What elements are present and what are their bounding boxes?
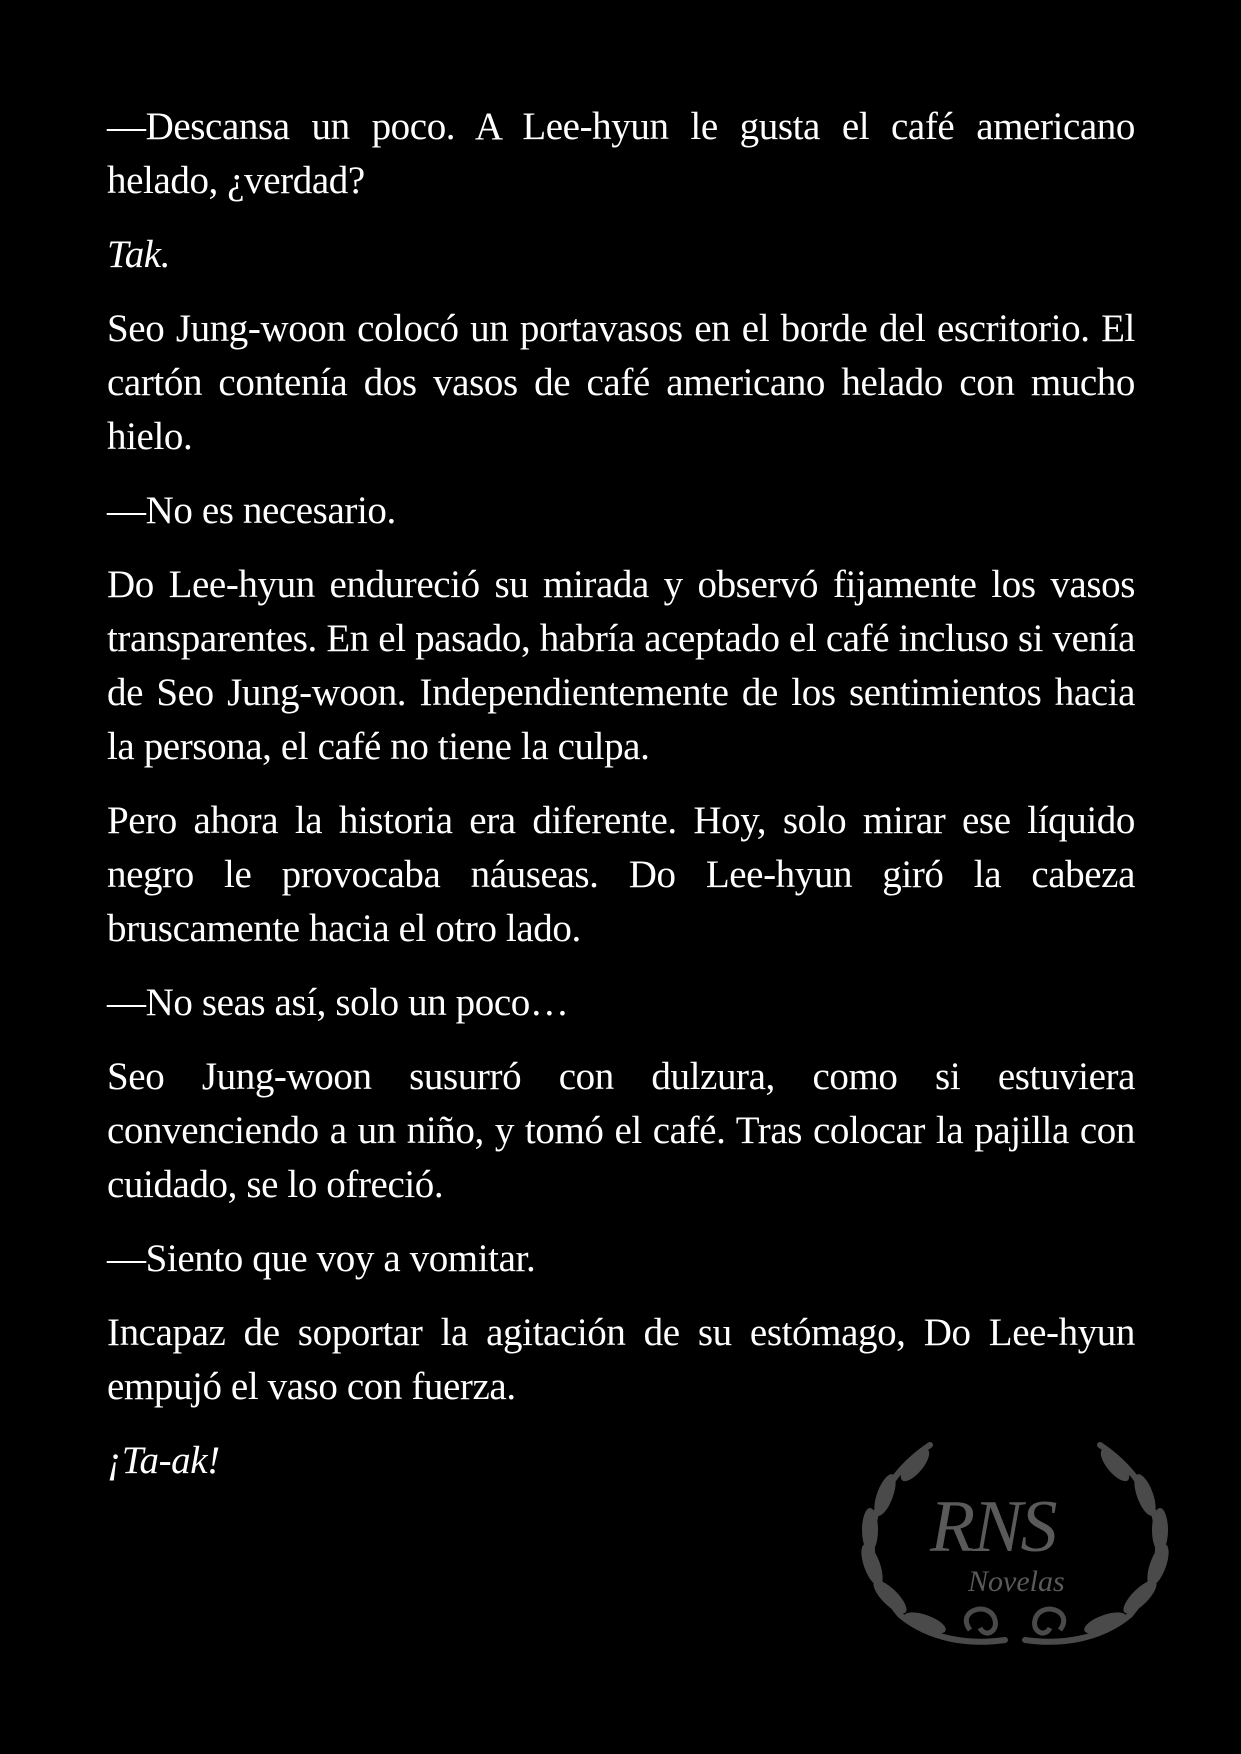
paragraph: Pero ahora la historia era diferente. Hoy, solo mirar ese líquido negro le provocaba náuseas. Do Lee-hyun giró la cabeza bruscamente hacia el otro lado.: [107, 799, 1135, 950]
watermark-title: RNS: [930, 1486, 1056, 1568]
paragraph-sound-effect: Tak.: [107, 233, 171, 276]
paragraph: Do Lee-hyun endureció su mirada y observó fijamente los vasos transparentes. En el pasado, habría aceptado el café incluso si venía de Seo Jung-woon. Independientemente de los sentimientos hacia la persona, el café no tiene la culpa.: [107, 563, 1135, 768]
paragraph: Seo Jung-woon susurró con dulzura, como si estuviera convenciendo a un niño, y tomó el café. Tras colocar la pajilla con cuidado, se lo ofreció.: [107, 1055, 1135, 1206]
paragraph-sound-effect: ¡Ta-ak!: [107, 1439, 220, 1482]
watermark-subtitle: Novelas: [968, 1565, 1065, 1598]
paragraph: Seo Jung-woon colocó un portavasos en el borde del escritorio. El cartón contenía dos vasos de café americano helado con mucho hielo.: [107, 307, 1135, 458]
rns-watermark-logo: [840, 1425, 1190, 1655]
paragraph-dialogue: —No seas así, solo un poco…: [107, 981, 569, 1024]
paragraph: —Descansa un poco. A Lee-hyun le gusta el café americano helado, ¿verdad?: [107, 105, 1135, 202]
paragraph: Incapaz de soportar la agitación de su estómago, Do Lee-hyun empujó el vaso con fuerza.: [107, 1311, 1135, 1408]
paragraph-dialogue: —No es necesario.: [107, 489, 396, 532]
document-body: [107, 100, 1135, 1508]
paragraph-dialogue: —Siento que voy a vomitar.: [107, 1237, 536, 1280]
